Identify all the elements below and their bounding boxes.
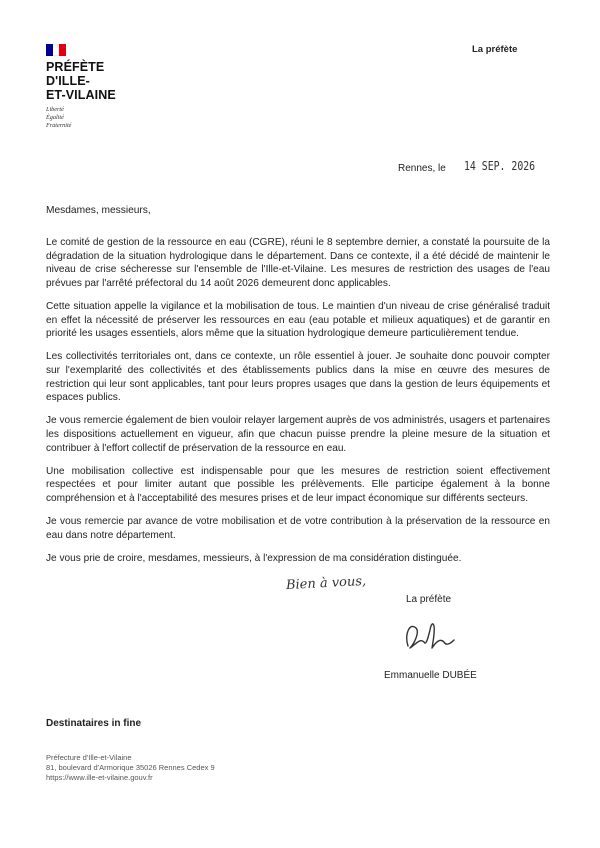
body-paragraph: Cette situation appelle la vigilance et la mobilisation de tous. Le maintien d'un niveau de crise généralisé traduit en effet la nécessité de préserver les ressources en eau (eau potable et milieux aquatiques) et de garantir en priorité les usages essentiels, alors même que la situation hydrologique demeure particulièrement tendue.: [46, 300, 550, 340]
footer-line: https://www.ille-et-vilaine.gouv.fr: [46, 773, 153, 782]
marianne-flag-logo: [46, 44, 66, 56]
motto-line: Égalité: [46, 114, 64, 121]
body-paragraph: Je vous remercie par avance de votre mobilisation et de votre contribution à la préservation de la ressource en eau dans notre département.: [46, 516, 550, 541]
signatory-name: Emmanuelle DUBÉE: [384, 670, 477, 681]
handwritten-closing: Bien à vous,: [285, 573, 367, 594]
letter-body: [46, 236, 550, 575]
signature-role: La préfète: [406, 594, 452, 605]
prefecture-name-line: PRÉFÈTE: [46, 60, 105, 74]
body-paragraph: Le comité de gestion de la ressource en eau (CGRE), réuni le 8 septembre dernier, a constaté la poursuite de la dégradation de la situation hydrologique dans le département. Dans ce contexte, il a été décidé de maintenir le niveau de crise sécheresse sur l'ensemble de l'Ille-et-Vilaine. Les mesures de restriction des usages de l'eau prévues par l'arrêté préfectoral du 14 août 2026 demeurent donc applicables.: [46, 237, 550, 289]
signature-image: [400, 616, 464, 656]
body-paragraph: Les collectivités territoriales ont, dans ce contexte, un rôle essentiel à jouer. Je souhaite donc pouvoir compter sur l'exemplarité des collectivités et des établissements publics dans la mise en œuvre des mesures de restriction qui leur sont applicables, tant pour leurs propres usages que dans la gestion de leurs équipements et espaces publics.: [46, 351, 550, 404]
sender-header: La préfète: [472, 44, 518, 55]
prefecture-name: [46, 60, 146, 102]
motto-line: Liberté: [46, 106, 64, 113]
republic-motto: [46, 106, 71, 130]
flag-blue-band: [46, 44, 53, 56]
motto-line: Fraternité: [46, 122, 72, 129]
body-paragraph: Je vous prie de croire, mesdames, messieurs, à l'expression de ma considération distinguée.: [46, 552, 462, 564]
footer-line: 81, boulevard d'Armorique 35026 Rennes Cedex 9: [46, 763, 215, 772]
body-paragraph: Une mobilisation collective est indispensable pour que les mesures de restriction soient effectivement respectées et pour limiter autant que possible les prélèvements. Elle participe également à la bonne compréhension et à l'acceptabilité des mesures prises et de leur impact économique sur différents secteurs.: [46, 465, 550, 504]
footer-address: [46, 753, 215, 783]
flag-red-band: [59, 44, 66, 56]
recipients-note: Destinataires in fine: [46, 718, 142, 729]
dateline-place: Rennes, le: [398, 163, 446, 174]
flag-white-band: [53, 44, 60, 56]
prefecture-name-line: ET-VILAINE: [46, 88, 116, 102]
salutation: Mesdames, messieurs,: [46, 205, 151, 216]
footer-line: Préfecture d'Ille-et-Vilaine: [46, 753, 132, 762]
body-paragraph: Je vous remercie également de bien vouloir relayer largement auprès de vos administrés, usagers et partenaires les dispositions actuellement en vigueur, afin que chacun puisse prendre la pleine mesure de la situation et contribuer à l'effort collectif de préservation de la ressource en eau.: [46, 415, 550, 454]
prefecture-name-line: D'ILLE-: [46, 74, 90, 88]
date-stamp: 14 SEP. 2026: [464, 159, 536, 173]
